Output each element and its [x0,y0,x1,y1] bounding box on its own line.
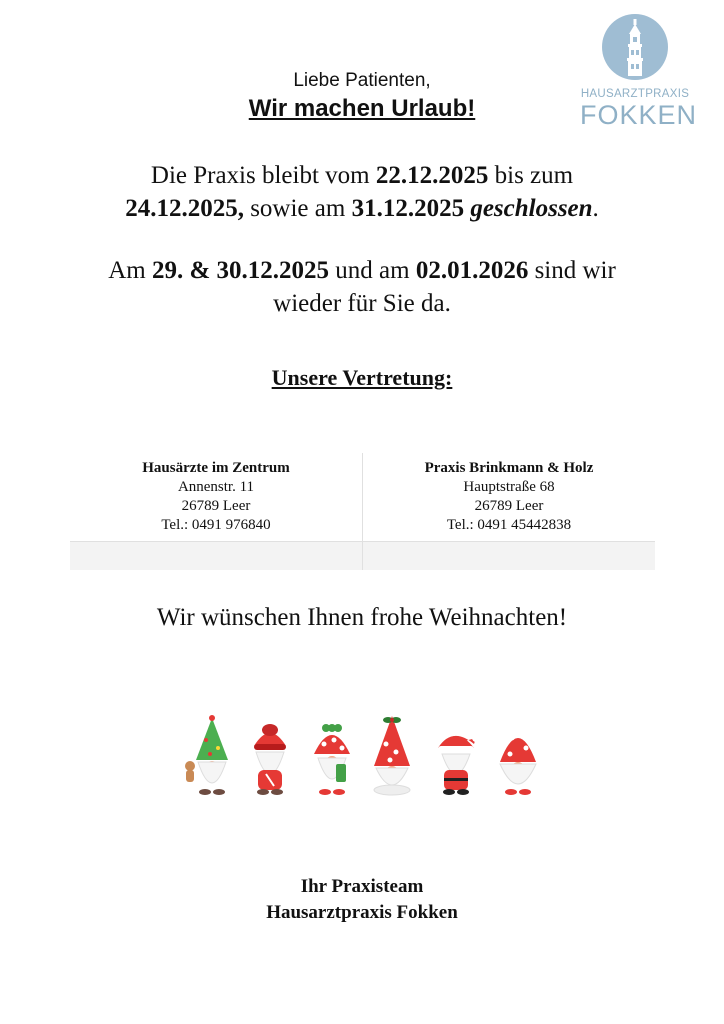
substitution-title: Unsere Vertretung: [271,365,453,390]
christmas-wishes: Wir wünschen Ihnen frohe Weihnachten! [156,604,568,631]
headline: Wir machen Urlaub! [248,95,476,122]
logo-text-line1: HAUSARZTPRAXIS [580,88,690,100]
reopen-text: wieder für Sie da. [273,290,451,317]
gnome-icon [374,716,410,795]
practice-phone: Tel.: 0491 45442838 [446,517,572,533]
practice-city: 26789 Leer [181,498,251,514]
practice-phone: Tel.: 0491 976840 [161,517,271,533]
substitute-practice-1 [70,453,362,541]
practice-street: Annenstr. 11 [177,479,255,495]
practice-street: Hauptstraße 68 [463,479,555,495]
gnome-icon [314,724,350,795]
closure-text: sowie am [243,195,352,222]
closure-text: . [592,195,599,222]
practice-city: 26789 Leer [474,498,544,514]
gnome-icon [500,730,536,796]
signature-practice: Hausarztpraxis Fokken [266,902,458,923]
practice-name: Praxis Brinkmann & Holz [424,460,594,476]
reopen-text: und am [329,257,416,284]
gnome-icon [185,715,228,795]
reopen-paragraph [0,254,724,320]
logo-text-line2: FOKKEN [580,100,698,130]
gnome-icon [438,734,480,795]
practice-name: Hausärzte im Zentrum [142,460,290,476]
greeting: Liebe Patienten, [293,70,431,91]
christmas-gnomes-illustration [178,714,548,798]
closure-paragraph [0,159,724,225]
reopen-text: sind wir [528,257,616,284]
closed-word: geschlossen [470,195,593,222]
closure-end-date: 24.12.2025, [125,195,244,222]
closure-extra-date: 31.12.2025 [351,195,465,222]
signature-team: Ihr Praxisteam [300,876,424,897]
closure-text: Die Praxis bleibt vom [150,162,376,189]
open-dates: 29. & 30.12.2025 [151,257,330,284]
substitute-practice-2 [363,453,655,541]
substitution-table [70,453,655,570]
closure-start-date: 22.12.2025 [375,162,489,189]
gnome-icon [254,724,286,795]
closure-text: bis zum [488,162,574,189]
reopen-text: Am [108,257,152,284]
open-date: 02.01.2026 [415,257,529,284]
